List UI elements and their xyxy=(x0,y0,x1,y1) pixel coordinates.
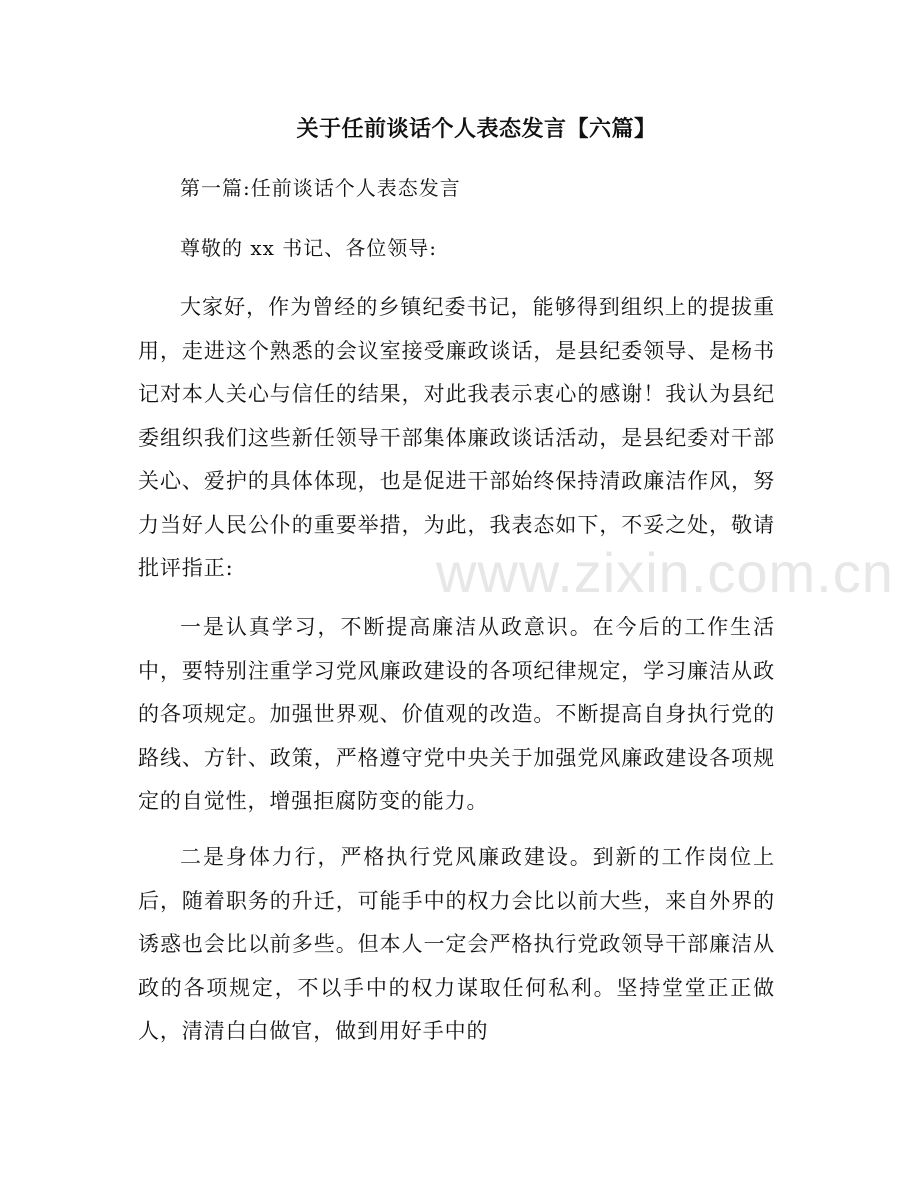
salutation-line: 尊敬的 xx 书记、各位领导: xyxy=(180,236,438,260)
paragraph-greeting: 大家好，作为曾经的乡镇纪委书记，能够得到组织上的提拔重用，走进这个熟悉的会议室接受廉政谈话，是县纪委领导、是杨书记对本人关心与信任的结果，对此我表示衷心的感谢！我认为县纪委组织我们这些新任领导干部集体廉政谈话活动，是县纪委对干部关心、爱护的具体体现，也是促进干部始终保持清政廉洁作风，努力当好人民公仆的重要举措，为此，我表态如下，不妥之处，敬请批评指正: xyxy=(138,295,775,580)
watermark-text: www.zixin.com.cn xyxy=(436,541,894,604)
paragraph-point-two: 二是身体力行，严格执行党风廉政建设。到新的工作岗位上后，随着职务的升迁，可能手中的权力会比以前大些，来自外界的诱惑也会比以前多些。但本人一定会严格执行党政领导干部廉洁从政的各项规定，不以手中的权力谋取任何私利。坚持堂堂正正做人，清清白白做官，做到用好手中的 xyxy=(138,845,775,1043)
document-title: 关于任前谈话个人表态发言【六篇】 xyxy=(296,116,657,142)
paragraph-point-one: 一是认真学习，不断提高廉洁从政意识。在今后的工作生活中，要特别注重学习党风廉政建设的各项纪律规定，学习廉洁从政的各项规定。加强世界观、价值观的改造。不断提高自身执行党的路线、方针、政策，严格遵守党中央关于加强党风廉政建设各项规定的自觉性，增强拒腐防变的能力。 xyxy=(138,615,775,813)
section-heading: 第一篇:任前谈话个人表态发言 xyxy=(180,176,461,200)
